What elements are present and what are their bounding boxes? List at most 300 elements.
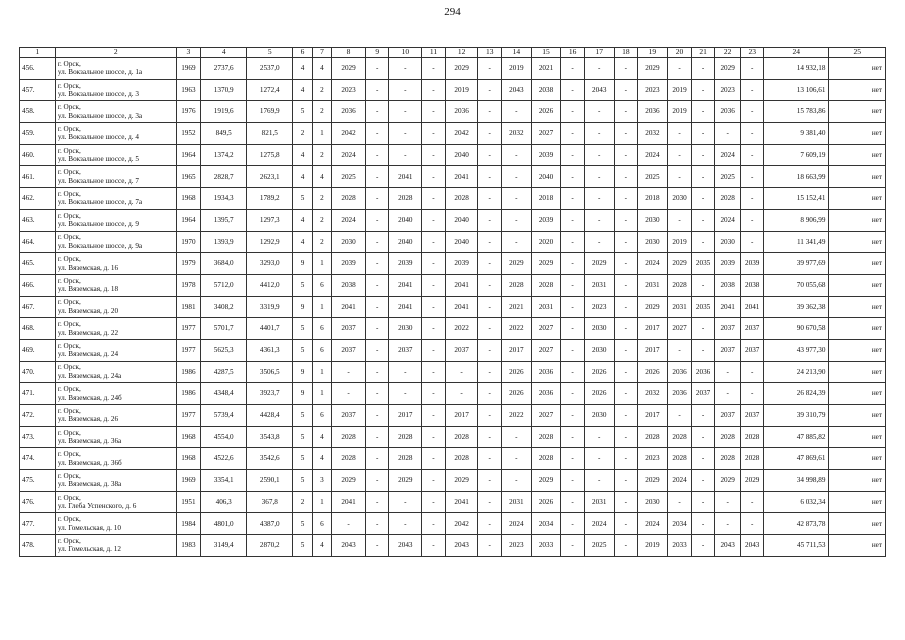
table-cell: 26 824,39 xyxy=(763,383,829,405)
table-cell: - xyxy=(422,253,446,275)
table-cell: 2020 xyxy=(531,231,561,253)
row-number: 472. xyxy=(20,405,56,427)
table-row xyxy=(20,470,886,492)
address-street: ул. Вяземская, д. 24 xyxy=(57,350,119,359)
table-cell: 2030 xyxy=(667,188,692,210)
row-number: 461. xyxy=(20,166,56,188)
address-cell xyxy=(55,231,176,253)
column-header: 2 xyxy=(55,48,176,58)
table-cell: 2022 xyxy=(502,318,532,340)
table-cell: 5 xyxy=(293,405,312,427)
address-street: ул. Вяземская, д. 16 xyxy=(57,263,119,272)
table-cell: 2032 xyxy=(638,383,668,405)
table-cell: - xyxy=(614,470,638,492)
table-cell: 2024 xyxy=(332,209,366,231)
row-number: 460. xyxy=(20,144,56,166)
table-cell: 2029 xyxy=(531,253,561,275)
table-cell: 4 xyxy=(312,426,331,448)
table-cell: 2017 xyxy=(638,318,668,340)
table-cell: 2034 xyxy=(667,513,692,535)
row-number: 462. xyxy=(20,188,56,210)
table-cell: - xyxy=(478,188,502,210)
table-cell: - xyxy=(389,383,422,405)
table-cell: 2024 xyxy=(714,209,741,231)
table-cell: 849,5 xyxy=(201,123,247,145)
table-cell: 2038 xyxy=(714,274,741,296)
table-cell: - xyxy=(561,491,585,513)
table-cell: - xyxy=(389,144,422,166)
table-cell: - xyxy=(561,231,585,253)
address-street: ул. Вяземская, д. 22 xyxy=(57,328,119,337)
table-cell: - xyxy=(422,361,446,383)
table-cell: 2030 xyxy=(638,209,668,231)
address-cell xyxy=(55,405,176,427)
table-cell: 2042 xyxy=(332,123,366,145)
table-cell: - xyxy=(478,166,502,188)
address-street: ул. Вокзальное шоссе, д. 7а xyxy=(57,198,143,207)
table-cell: - xyxy=(422,513,446,535)
table-cell: 2025 xyxy=(584,535,614,557)
table-cell: - xyxy=(561,144,585,166)
table-cell: 5 xyxy=(293,188,312,210)
table-row xyxy=(20,513,886,535)
table-cell: - xyxy=(365,513,389,535)
table-row xyxy=(20,274,886,296)
column-header: 4 xyxy=(201,48,247,58)
table-cell: - xyxy=(478,383,502,405)
table-cell: 5701,7 xyxy=(201,318,247,340)
table-cell: 2026 xyxy=(584,383,614,405)
table-cell: 2029 xyxy=(741,470,764,492)
table-cell: 2035 xyxy=(692,253,715,275)
column-header: 25 xyxy=(829,48,886,58)
table-cell: 3542,6 xyxy=(247,448,293,470)
table-cell: 2036 xyxy=(638,101,668,123)
table-cell: 1 xyxy=(312,253,331,275)
table-row xyxy=(20,448,886,470)
table-cell: 1370,9 xyxy=(201,79,247,101)
table-cell: - xyxy=(422,144,446,166)
table-cell: - xyxy=(614,361,638,383)
table-cell: 2043 xyxy=(584,79,614,101)
row-number: 477. xyxy=(20,513,56,535)
table-cell: нет xyxy=(829,123,886,145)
table-cell: 2023 xyxy=(502,535,532,557)
table-cell: 2029 xyxy=(667,253,692,275)
row-number: 473. xyxy=(20,426,56,448)
column-header: 7 xyxy=(312,48,331,58)
table-cell: - xyxy=(478,513,502,535)
table-cell: - xyxy=(422,166,446,188)
table-cell: - xyxy=(422,535,446,557)
table-cell: - xyxy=(561,426,585,448)
table-cell: нет xyxy=(829,231,886,253)
table-cell: 2041 xyxy=(445,166,478,188)
table-cell: 2041 xyxy=(714,296,741,318)
table-cell: 2017 xyxy=(445,405,478,427)
table-cell: 4 xyxy=(293,79,312,101)
table-cell: - xyxy=(714,513,741,535)
table-cell: - xyxy=(389,513,422,535)
table-cell: нет xyxy=(829,166,886,188)
table-cell: - xyxy=(422,470,446,492)
table-cell: 1981 xyxy=(176,296,201,318)
table-cell: - xyxy=(561,253,585,275)
table-cell: 2037 xyxy=(714,405,741,427)
table-cell: 2039 xyxy=(741,253,764,275)
table-cell: 2028 xyxy=(714,448,741,470)
table-cell: - xyxy=(365,166,389,188)
table-cell: нет xyxy=(829,296,886,318)
table-cell: - xyxy=(365,231,389,253)
table-cell: 4 xyxy=(312,58,331,80)
table-cell: - xyxy=(614,209,638,231)
table-cell: 2 xyxy=(312,188,331,210)
table-cell: 2037 xyxy=(692,383,715,405)
table-cell: 5 xyxy=(293,513,312,535)
table-cell: 2040 xyxy=(389,209,422,231)
table-cell: 2041 xyxy=(389,274,422,296)
table-cell: 3 xyxy=(312,470,331,492)
table-cell: нет xyxy=(829,491,886,513)
table-cell: нет xyxy=(829,318,886,340)
table-cell: 2039 xyxy=(332,253,366,275)
address-city: г. Орск, xyxy=(57,536,81,545)
table-row xyxy=(20,426,886,448)
table-cell: 2024 xyxy=(502,513,532,535)
table-cell: - xyxy=(478,296,502,318)
table-cell: - xyxy=(365,123,389,145)
table-cell: - xyxy=(614,123,638,145)
table-cell: - xyxy=(422,123,446,145)
table-cell: - xyxy=(422,209,446,231)
address-street: ул. Вяземская, д. 20 xyxy=(57,306,119,315)
table-cell: 2024 xyxy=(667,470,692,492)
address-city: г. Орск, xyxy=(57,168,81,177)
table-cell: 2 xyxy=(312,79,331,101)
table-cell: - xyxy=(692,101,715,123)
table-cell: нет xyxy=(829,274,886,296)
table-cell: 4 xyxy=(312,448,331,470)
table-cell: - xyxy=(584,231,614,253)
table-cell: 2030 xyxy=(638,491,668,513)
address-city: г. Орск, xyxy=(57,103,81,112)
table-cell: 1395,7 xyxy=(201,209,247,231)
table-cell: 1977 xyxy=(176,318,201,340)
table-body xyxy=(20,58,886,557)
table-cell: 2017 xyxy=(638,339,668,361)
table-cell: 4 xyxy=(312,535,331,557)
address-street: ул. Глеба Успенского, д. 6 xyxy=(57,502,137,511)
table-cell: 2031 xyxy=(531,296,561,318)
table-cell: 2033 xyxy=(531,535,561,557)
table-cell: 2029 xyxy=(638,296,668,318)
address-city: г. Орск, xyxy=(57,341,81,350)
table-cell: - xyxy=(389,79,422,101)
table-cell: 2025 xyxy=(714,166,741,188)
table-cell: - xyxy=(365,79,389,101)
table-cell: 6 xyxy=(312,513,331,535)
table-cell: 5 xyxy=(293,470,312,492)
table-cell: - xyxy=(692,405,715,427)
table-cell: 2023 xyxy=(638,79,668,101)
row-number: 478. xyxy=(20,535,56,557)
table-cell: 43 977,30 xyxy=(763,339,829,361)
table-cell: 15 783,86 xyxy=(763,101,829,123)
table-cell: - xyxy=(478,79,502,101)
table-cell: - xyxy=(614,274,638,296)
table-cell: - xyxy=(741,209,764,231)
table-cell: 2042 xyxy=(445,513,478,535)
table-cell: - xyxy=(422,79,446,101)
table-cell: - xyxy=(741,383,764,405)
column-header-row xyxy=(20,48,886,58)
address-cell xyxy=(55,58,176,80)
table-cell: нет xyxy=(829,470,886,492)
table-cell: 2032 xyxy=(638,123,668,145)
table-cell: 2024 xyxy=(714,144,741,166)
table-cell: - xyxy=(365,101,389,123)
table-cell: 9 xyxy=(293,361,312,383)
table-cell: - xyxy=(365,535,389,557)
address-city: г. Орск, xyxy=(57,428,81,437)
table-cell: - xyxy=(741,491,764,513)
table-cell: 2043 xyxy=(502,79,532,101)
table-cell: 11 341,49 xyxy=(763,231,829,253)
table-cell: - xyxy=(614,405,638,427)
table-cell: 2043 xyxy=(741,535,764,557)
table-cell: 2030 xyxy=(389,318,422,340)
table-cell: 2028 xyxy=(741,448,764,470)
table-cell: 2028 xyxy=(389,426,422,448)
table-cell: 2019 xyxy=(667,231,692,253)
column-header: 1 xyxy=(20,48,56,58)
table-cell: нет xyxy=(829,209,886,231)
table-cell: 9 xyxy=(293,253,312,275)
table-cell: - xyxy=(365,339,389,361)
table-cell: 2037 xyxy=(389,339,422,361)
table-cell: 42 873,78 xyxy=(763,513,829,535)
table-cell: 2023 xyxy=(332,79,366,101)
table-cell: - xyxy=(561,318,585,340)
column-header: 16 xyxy=(561,48,585,58)
table-cell: - xyxy=(502,209,532,231)
table-cell: - xyxy=(422,426,446,448)
table-cell: 2024 xyxy=(332,144,366,166)
table-cell: 4 xyxy=(293,144,312,166)
table-cell: 2036 xyxy=(531,361,561,383)
table-cell: 3149,4 xyxy=(201,535,247,557)
table-cell: 4 xyxy=(293,58,312,80)
table-cell: 2036 xyxy=(531,383,561,405)
table-cell: 1 xyxy=(312,361,331,383)
table-cell: 4348,4 xyxy=(201,383,247,405)
row-number: 469. xyxy=(20,339,56,361)
table-cell: 2041 xyxy=(332,296,366,318)
column-header: 22 xyxy=(714,48,741,58)
table-cell: - xyxy=(561,188,585,210)
table-cell: 2028 xyxy=(445,188,478,210)
table-cell: 3408,2 xyxy=(201,296,247,318)
address-street: ул. Вокзальное шоссе, д. 4 xyxy=(57,133,139,142)
table-cell: 2043 xyxy=(332,535,366,557)
table-cell: 47 885,82 xyxy=(763,426,829,448)
table-cell: 2 xyxy=(312,209,331,231)
address-city: г. Орск, xyxy=(57,493,81,502)
table-cell: 2030 xyxy=(332,231,366,253)
table-cell: - xyxy=(561,274,585,296)
table-cell: - xyxy=(365,144,389,166)
row-number: 464. xyxy=(20,231,56,253)
table-cell: 2590,1 xyxy=(247,470,293,492)
table-cell: 2030 xyxy=(584,318,614,340)
table-cell: 4428,4 xyxy=(247,405,293,427)
table-row xyxy=(20,361,886,383)
address-city: г. Орск, xyxy=(57,471,81,480)
table-cell: - xyxy=(445,361,478,383)
table-row xyxy=(20,491,886,513)
table-cell: 2019 xyxy=(445,79,478,101)
table-cell: - xyxy=(692,144,715,166)
table-cell: 5 xyxy=(293,318,312,340)
table-cell: - xyxy=(614,58,638,80)
table-cell: - xyxy=(502,166,532,188)
address-city: г. Орск, xyxy=(57,255,81,264)
table-cell: - xyxy=(614,231,638,253)
table-cell: - xyxy=(692,123,715,145)
table-cell: 2028 xyxy=(667,274,692,296)
table-cell: - xyxy=(422,383,446,405)
table-cell: 2036 xyxy=(714,101,741,123)
address-city: г. Орск, xyxy=(57,363,81,372)
table-row xyxy=(20,405,886,427)
table-cell: 2031 xyxy=(638,274,668,296)
table-cell: 2028 xyxy=(389,448,422,470)
table-cell: нет xyxy=(829,339,886,361)
column-header: 6 xyxy=(293,48,312,58)
table-cell: 1970 xyxy=(176,231,201,253)
table-cell: 2737,6 xyxy=(201,58,247,80)
table-cell: нет xyxy=(829,58,886,80)
table-cell: нет xyxy=(829,144,886,166)
table-cell: 5 xyxy=(293,535,312,557)
table-cell: - xyxy=(614,296,638,318)
address-city: г. Орск, xyxy=(57,189,81,198)
table-cell: - xyxy=(692,274,715,296)
table-cell: нет xyxy=(829,448,886,470)
table-cell: - xyxy=(584,188,614,210)
table-cell: 1979 xyxy=(176,253,201,275)
table-row xyxy=(20,253,886,275)
table-row xyxy=(20,166,886,188)
table-cell: - xyxy=(561,470,585,492)
table-cell: 1374,2 xyxy=(201,144,247,166)
table-cell: 5739,4 xyxy=(201,405,247,427)
table-cell: 2036 xyxy=(667,383,692,405)
table-cell: нет xyxy=(829,513,886,535)
table-cell: - xyxy=(714,123,741,145)
table-cell: 1 xyxy=(312,123,331,145)
table-cell: - xyxy=(584,470,614,492)
table-cell: 2038 xyxy=(741,274,764,296)
table-row xyxy=(20,383,886,405)
table-cell: - xyxy=(692,318,715,340)
table-cell: - xyxy=(478,491,502,513)
table-cell: 2039 xyxy=(714,253,741,275)
table-cell: 2 xyxy=(312,231,331,253)
table-cell: 6 xyxy=(312,274,331,296)
table-cell: - xyxy=(478,253,502,275)
table-cell: 1984 xyxy=(176,513,201,535)
table-row xyxy=(20,123,886,145)
table-cell: - xyxy=(741,101,764,123)
table-row xyxy=(20,58,886,80)
table-cell: 1965 xyxy=(176,166,201,188)
table-cell: 2041 xyxy=(389,166,422,188)
row-number: 475. xyxy=(20,470,56,492)
column-header: 20 xyxy=(667,48,692,58)
column-header: 18 xyxy=(614,48,638,58)
table-cell: 4 xyxy=(293,166,312,188)
table-cell: 2037 xyxy=(714,318,741,340)
address-city: г. Орск, xyxy=(57,233,81,242)
table-cell: 1986 xyxy=(176,383,201,405)
address-cell xyxy=(55,339,176,361)
table-cell: - xyxy=(478,448,502,470)
address-cell xyxy=(55,209,176,231)
table-cell: 2030 xyxy=(638,231,668,253)
table-cell: - xyxy=(667,123,692,145)
table-cell: 2037 xyxy=(741,339,764,361)
table-cell: 2623,1 xyxy=(247,166,293,188)
table-cell: 1 xyxy=(312,383,331,405)
table-cell: - xyxy=(692,470,715,492)
table-cell: 2040 xyxy=(445,231,478,253)
table-cell: 2024 xyxy=(638,513,668,535)
table-cell: 9 381,40 xyxy=(763,123,829,145)
table-cell: 2029 xyxy=(445,58,478,80)
table-cell: - xyxy=(741,231,764,253)
table-cell: - xyxy=(332,513,366,535)
table-cell: 2028 xyxy=(667,448,692,470)
table-cell: 2025 xyxy=(638,166,668,188)
table-cell: - xyxy=(365,491,389,513)
table-cell: 2028 xyxy=(445,448,478,470)
table-cell: - xyxy=(614,426,638,448)
table-cell: 2031 xyxy=(584,274,614,296)
table-cell: 1977 xyxy=(176,405,201,427)
table-cell: 2036 xyxy=(445,101,478,123)
table-cell: - xyxy=(478,318,502,340)
table-cell: 2028 xyxy=(332,188,366,210)
table-cell: - xyxy=(692,231,715,253)
address-cell xyxy=(55,188,176,210)
table-cell: 6 xyxy=(312,405,331,427)
table-cell: 2035 xyxy=(692,296,715,318)
table-cell: - xyxy=(614,188,638,210)
table-cell: 47 869,61 xyxy=(763,448,829,470)
table-cell: - xyxy=(584,166,614,188)
table-cell: 2039 xyxy=(531,209,561,231)
table-cell: 1919,6 xyxy=(201,101,247,123)
table-cell: 2029 xyxy=(638,470,668,492)
table-cell: 1951 xyxy=(176,491,201,513)
table-cell: 2019 xyxy=(638,535,668,557)
address-cell xyxy=(55,535,176,557)
table-cell: - xyxy=(478,123,502,145)
table-cell: - xyxy=(714,361,741,383)
table-cell: 3319,9 xyxy=(247,296,293,318)
